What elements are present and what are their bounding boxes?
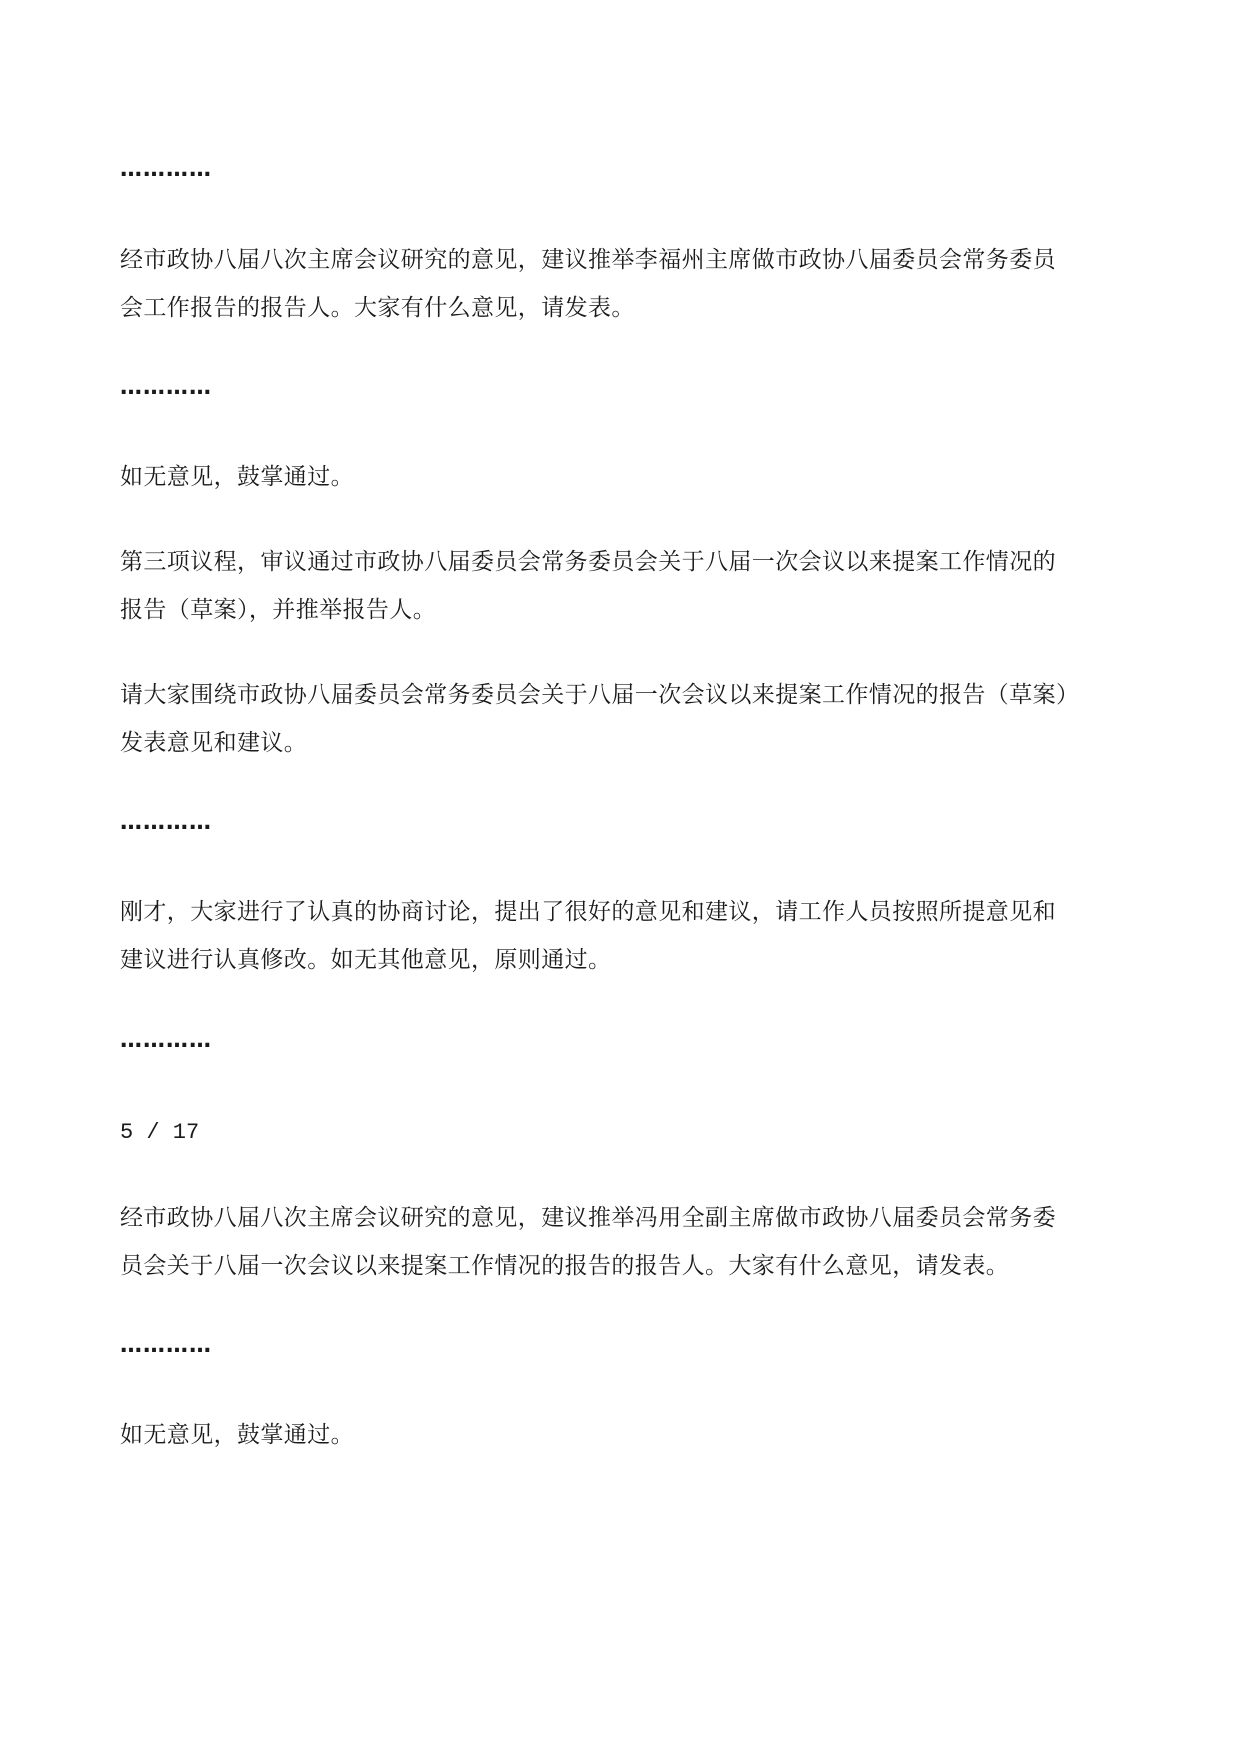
paragraph-line: 刚才，大家进行了认真的协商讨论，提出了很好的意见和建议，请工作人员按照所提意见和 <box>120 899 1056 925</box>
page-number: 5 / 17 <box>120 1120 200 1145</box>
paragraph-line: 建议进行认真修改。如无其他意见，原则通过。 <box>120 947 612 973</box>
paragraph-line: 会工作报告的报告人。大家有什么意见，请发表。 <box>120 295 635 321</box>
paragraph-discussion-request <box>120 671 1120 767</box>
paragraph-line: 报告（草案），并推举报告人。 <box>120 597 437 623</box>
paragraph-agenda-item-3 <box>120 538 1120 634</box>
ellipsis-separator: ………… <box>120 157 212 182</box>
paragraph-line: 如无意见，鼓掌通过。 <box>120 464 354 490</box>
paragraph-approval-2 <box>120 1411 1120 1459</box>
paragraph-line: 请大家围绕市政协八届委员会常务委员会关于八届一次会议以来提案工作情况的报告（草案） <box>120 682 1080 708</box>
paragraph-approval-1 <box>120 453 1120 501</box>
paragraph-line: 经市政协八届八次主席会议研究的意见，建议推举李福州主席做市政协八届委员会常务委员 <box>120 247 1056 273</box>
paragraph-recommend-reporter-2 <box>120 1194 1120 1290</box>
ellipsis-separator: ………… <box>120 375 212 400</box>
paragraph-discussion-summary <box>120 888 1120 984</box>
paragraph-line: 发表意见和建议。 <box>120 730 308 756</box>
ellipsis-separator: ………… <box>120 1333 212 1358</box>
paragraph-line: 如无意见，鼓掌通过。 <box>120 1422 354 1448</box>
paragraph-line: 经市政协八届八次主席会议研究的意见，建议推举冯用全副主席做市政协八届委员会常务委 <box>120 1205 1056 1231</box>
ellipsis-separator: ………… <box>120 810 212 835</box>
paragraph-line: 员会关于八届一次会议以来提案工作情况的报告的报告人。大家有什么意见，请发表。 <box>120 1253 1010 1279</box>
ellipsis-separator: ………… <box>120 1028 212 1053</box>
paragraph-line: 第三项议程，审议通过市政协八届委员会常务委员会关于八届一次会议以来提案工作情况的 <box>120 549 1056 575</box>
paragraph-recommend-reporter-1 <box>120 236 1120 332</box>
